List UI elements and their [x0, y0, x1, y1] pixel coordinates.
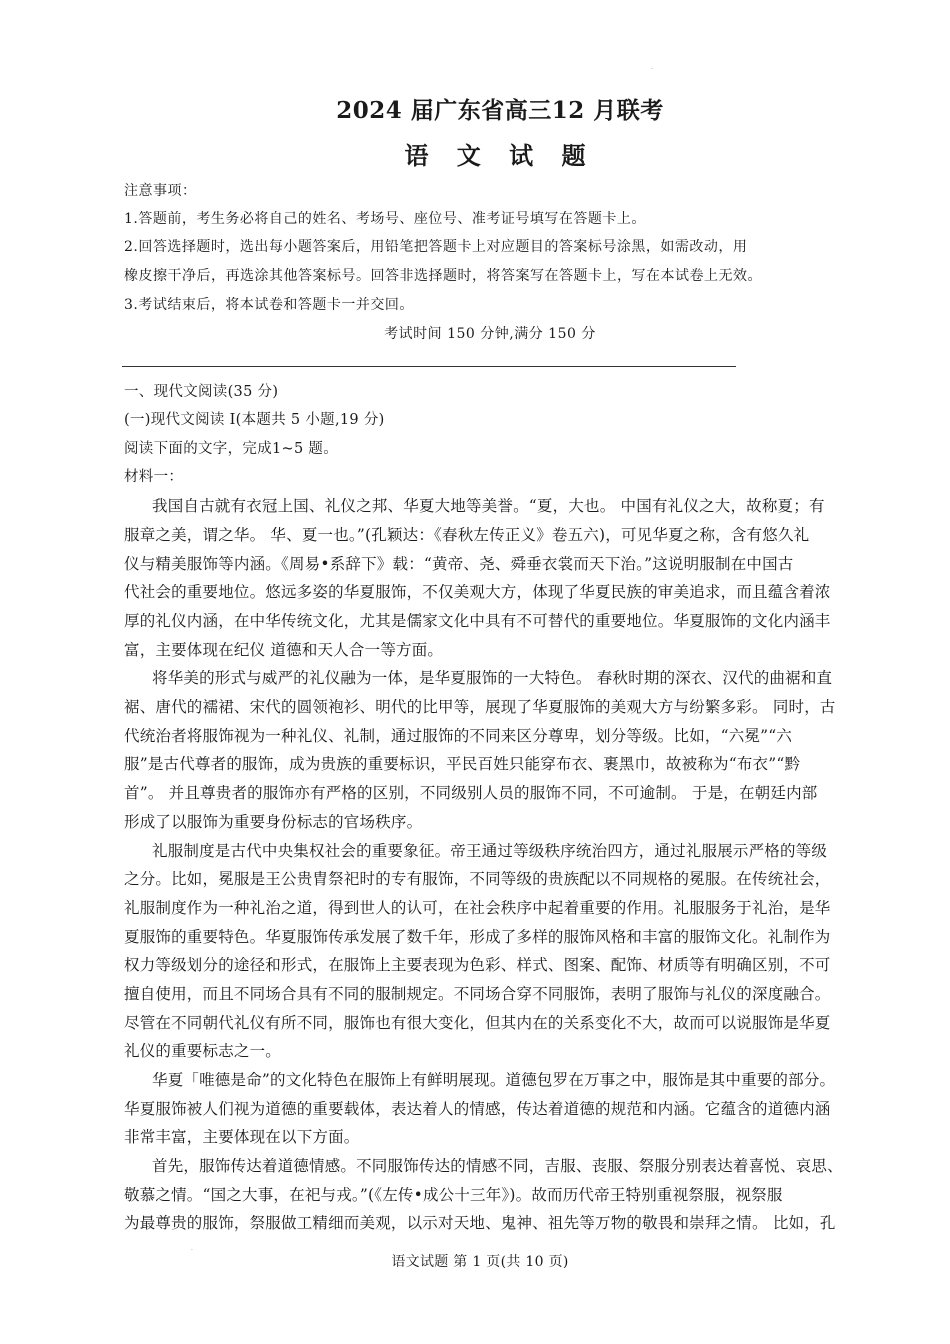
body-line: 裾、唐代的襦裙、宋代的圆领袍衫、明代的比甲等，展现了华夏服饰的美观大方与纷繁多彩。 同时，古 — [124, 698, 836, 716]
body-line: 礼仪的重要标志之一。 — [124, 1042, 282, 1060]
body-line: 夏服饰的重要特色。华夏服饰传承发展了数千年，形成了多样的服饰风格和丰富的服饰文化。礼制作为 — [124, 928, 831, 946]
section-sub: (一)现代文阅读 Ⅰ(本题共 5 小题,19 分) — [124, 412, 385, 428]
body-line: 首”。 并且尊贵者的服饰亦有严格的区别，不同级别人员的服饰不同，不可逾制。 于是，在朝廷内部 — [124, 784, 818, 802]
section-part: 一、现代文阅读(35 分) — [124, 384, 279, 400]
body-line: 权力等级划分的途径和形式，在服饰上主要表现为色彩、样式、图案、配饰、材质等有明确区别，不可 — [124, 956, 831, 974]
exam-subtitle: 语 文 试 题 — [404, 141, 596, 170]
body-line: 非常丰富，主要体现在以下方面。 — [124, 1128, 360, 1146]
body-line: 礼服制度作为一种礼治之道，得到世人的认可，在社会秩序中起着重要的作用。礼服服务于礼治，是华 — [124, 899, 831, 917]
notice-line-4: 3.考试结束后，将本试卷和答题卡一并交回。 — [124, 297, 414, 313]
notice-line-3: 橡皮擦干净后，再选涂其他答案标号。回答非选择题时，将答案写在答题卡上，写在本试卷上无效。 — [124, 268, 762, 284]
body-line: 华夏「唯德是命”的文化特色在服饰上有鲜明展现。道德包罗在万事之中，服饰是其中重要的部分。 — [152, 1071, 836, 1089]
body-line: 形成了以服饰为重要身份标志的官场秩序。 — [124, 813, 423, 831]
body-line: 尽管在不同朝代礼仪有所不同，服饰也有很大变化，但其内在的关系变化不大，故而可以说服饰是华夏 — [124, 1014, 831, 1032]
notice-line-2: 2.回答选择题时，选出每小题答案后，用铅笔把答题卡上对应题目的答案标号涂黑，如需改动，用 — [124, 239, 748, 255]
body-line: 擅自使用，而且不同场合具有不同的服制规定。不同场合穿不同服饰，表明了服饰与礼仪的深度融合。 — [124, 985, 831, 1003]
page-footer: 语文试题 第 1 页(共 10 页) — [391, 1254, 569, 1270]
notice-heading: 注意事项： — [124, 183, 197, 199]
body-line: 服”是古代尊者的服饰，成为贵族的重要标识，平民百姓只能穿布衣、裹黑巾，故被称为“布衣”“黔 — [124, 755, 801, 773]
body-line: 代统治者将服饰视为一种礼仪、礼制，通过服饰的不同来区分尊卑，划分等级。比如，“六冕”“六 — [124, 727, 793, 745]
body-line: 服章之美，谓之华。 华、夏一也。”(孔颖达：《春秋左传正义》卷五六)，可见华夏之称，含有悠久礼 — [124, 526, 810, 544]
body-line: 敬慕之情。“国之大事，在祀与戎。”(《左传•成公十三年》)。故而历代帝王特别重视祭服，视祭服 — [124, 1186, 783, 1204]
body-line: 仪与精美服饰等内涵。《周易•系辞下》载：“黄帝、尧、舜垂衣裳而天下治。”这说明服制在中国古 — [124, 555, 794, 573]
body-line: 华夏服饰被人们视为道德的重要载体，表达着人的情感，传达着道德的规范和内涵。它蕴含的道德内涵 — [124, 1100, 831, 1118]
speck: · — [651, 66, 653, 73]
body-line: 之分。比如，冕服是王公贵胄祭祀时的专有服饰，不同等级的贵族配以不同规格的冕服。在传统社会， — [124, 870, 831, 888]
speck: · — [191, 1247, 193, 1254]
notice-line-1: 1.答题前，考生务必将自己的姓名、考场号、座位号、准考证号填写在答题卡上。 — [124, 211, 646, 227]
body-line: 首先，服饰传达着道德情感。不同服饰传达的情感不同，吉服、丧服、祭服分别表达着喜悦、哀思、 — [152, 1157, 843, 1175]
exam-title: 2024 届广东省高三12 月联考 — [336, 97, 664, 124]
body-line: 将华美的形式与威严的礼仪融为一体，是华夏服饰的一大特色。 春秋时期的深衣、汉代的曲裾和直 — [152, 669, 833, 687]
body-line: 富，主要体现在纪仪 道德和天人合一等方面。 — [124, 641, 444, 659]
exam-time: 考试时间 150 分钟,满分 150 分 — [384, 326, 596, 342]
body-line: 礼服制度是古代中央集权社会的重要象征。帝王通过等级秩序统治四方，通过礼服展示严格的等级 — [152, 842, 828, 860]
body-line: 代社会的重要地位。悠远多姿的华夏服饰，不仅美观大方，体现了华夏民族的审美追求，而且蕴含着浓 — [124, 583, 831, 601]
body-line: 我国自古就有衣冠上国、礼仪之邦、华夏大地等美誉。“夏，大也。 中国有礼仪之大，故称夏；有 — [152, 497, 825, 515]
body-line: 为最尊贵的服饰，祭服做工精细而美观，以示对天地、鬼神、祖先等万物的敬畏和崇拜之情。 比如，孔 — [124, 1214, 836, 1232]
divider — [122, 366, 736, 367]
material-label: 材料一： — [124, 469, 184, 485]
body-line: 厚的礼仪内涵，在中华传统文化，尤其是儒家文化中具有不可替代的重要地位。华夏服饰的文化内涵丰 — [124, 612, 831, 630]
section-instruction: 阅读下面的文字，完成1~5 题。 — [124, 441, 339, 457]
